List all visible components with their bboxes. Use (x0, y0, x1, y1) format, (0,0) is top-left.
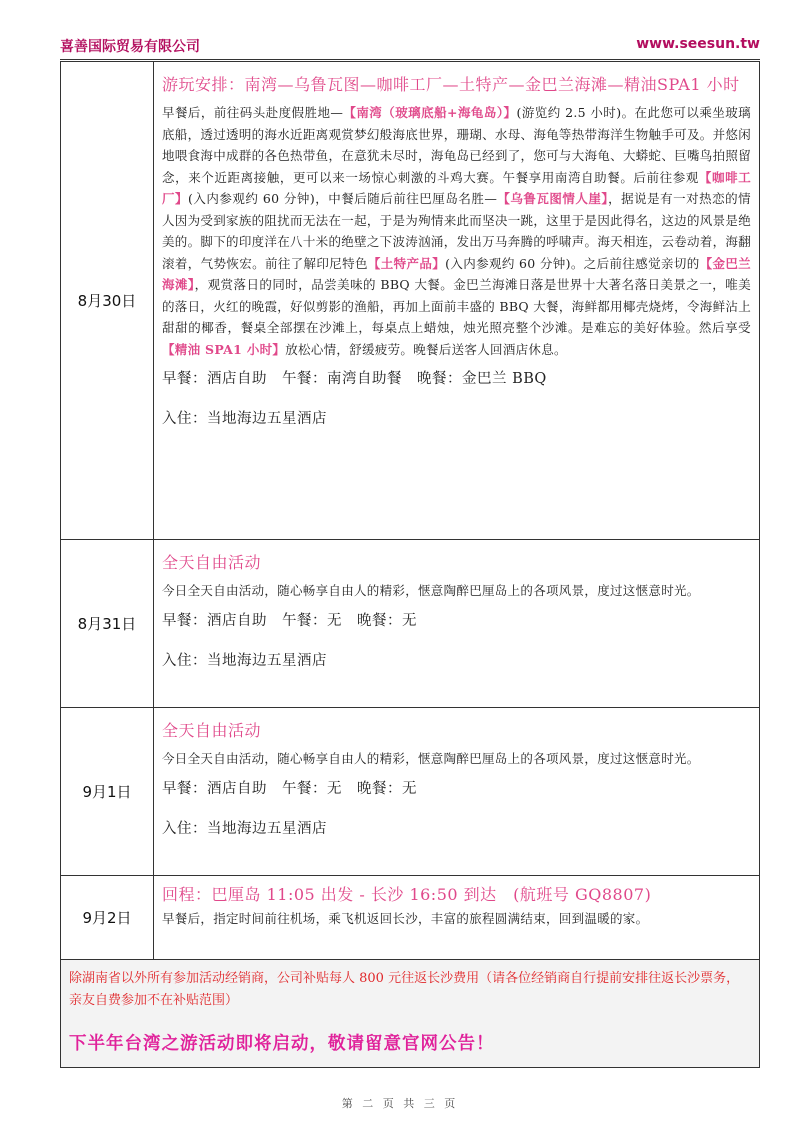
header-divider (60, 59, 760, 60)
footer-box (61, 960, 760, 1068)
day-content (154, 708, 760, 876)
table-row (61, 876, 760, 960)
company-name: 喜善国际贸易有限公司 (60, 39, 200, 55)
day-date: 9月2日 (61, 876, 154, 960)
day-date: 9月1日 (61, 708, 154, 876)
day-title: 回程：巴厘岛 11:05 出发 - 长沙 16:50 到达 (航班号 GQ8807) (162, 885, 652, 904)
day-description: 早餐后，前往码头赴度假胜地—【南湾（玻璃底船+海龟岛）】(游览约 2.5 小时)。在此您可以乘坐玻璃底船，透过透明的海水近距离观赏梦幻般海底世界，珊瑚、水母、海龟等热带海洋生物触手可及。并悠闲地喂食海中成群的各色热带鱼，在意犹未尽时，海龟岛已经到了，您可与大海龟、大蟒蛇、巨嘴鸟拍照留念，来个近距离接触，更可以来一场惊心刺激的斗鸡大赛。午餐享用南湾自助餐。后前往参观【咖啡工厂】(入内参观约 60 分钟)，中餐后随后前往巴厘岛名胜—【乌鲁瓦图情人崖】，据说是有一对热恋的情人因为受到家族的阻扰而无法在一起，于是为殉情来此而坚决一跳，这里于是因此得名，这边的风景是绝美的。脚下的印度洋在八十米的绝壁之下波涛汹涌，发出万马奔腾的呼啸声。海天相连，云卷动着，海翻滚着，气势恢宏。前往了解印尼特色【土特产品】(入内参观约 60 分钟)。之后前往感觉亲切的【金巴兰海滩】，观赏落日的同时，品尝美味的 BBQ 大餐。金巴兰海滩日落是世界十大著名落日美景之一，唯美的落日，火红的晚霞，好似剪影的渔船，再加上面前丰盛的 BBQ 大餐，海鲜都用椰壳烧烤，令海鲜沾上甜甜的椰香，餐桌全部摆在沙滩上，每桌点上蜡烛，烛光照亮整个沙滩。是难忘的美好体验。然后享受【精油 SPA1 小时】放松心情，舒缓疲劳。晚餐后送客人回酒店休息。 (162, 105, 751, 357)
table-row (61, 540, 760, 708)
day-content (154, 876, 760, 960)
day-meals: 早餐：酒店自助 午餐：南湾自助餐 晚餐：金巴兰 BBQ (162, 371, 547, 387)
day-description: 今日全天自由活动，随心畅享自由人的精彩，惬意陶醉巴厘岛上的各项风景，度过这惬意时光。 (162, 751, 700, 766)
day-title: 全天自由活动 (162, 721, 262, 740)
announcement: 下半年台湾之游活动即将启动，敬请留意官网公告！ (69, 1034, 495, 1054)
table-row (61, 960, 760, 1068)
highlight-jimbaran: 【金巴兰海滩】 (162, 255, 751, 292)
table-row (61, 708, 760, 876)
day-content (154, 540, 760, 708)
day-title: 游玩安排：南湾—乌鲁瓦图—咖啡工厂—土特产—金巴兰海滩—精油SPA1 小时 (162, 75, 740, 94)
day-description: 早餐后，指定时间前往机场，乘飞机返回长沙，丰富的旅程圆满结束，回到温暖的家。 (162, 911, 649, 926)
page-header (60, 36, 760, 56)
itinerary-table (60, 61, 760, 1068)
page-number: 第 二 页 共 三 页 (341, 1097, 459, 1110)
day-accommodation: 入住：当地海边五星酒店 (162, 652, 327, 669)
subsidy-note: 除湖南省以外所有参加活动经销商，公司补贴每人 800 元往返长沙费用（请各位经销商自行提前安排往返长沙票务，亲友自费参加不在补贴范围） (69, 971, 740, 1008)
highlight-coffee-factory: 【咖啡工厂】 (162, 169, 751, 206)
highlight-spa: 【精油 SPA1 小时】 (162, 341, 286, 357)
day-date: 8月30日 (61, 62, 154, 540)
highlight-local-products: 【土特产品】 (367, 255, 446, 271)
day-meals: 早餐：酒店自助 午餐：无 晚餐：无 (162, 612, 417, 629)
day-meals: 早餐：酒店自助 午餐：无 晚餐：无 (162, 780, 417, 797)
highlight-nanwan: 【南湾（玻璃底船+海龟岛）】 (343, 105, 517, 120)
day-content (154, 62, 760, 540)
highlight-uluwatu: 【乌鲁瓦图情人崖】 (497, 191, 609, 206)
day-description: 今日全天自由活动，随心畅享自由人的精彩，惬意陶醉巴厘岛上的各项风景，度过这惬意时光。 (162, 583, 700, 598)
day-accommodation: 入住：当地海边五星酒店 (162, 411, 327, 427)
website-link[interactable]: www.seesun.tw (636, 36, 760, 52)
day-date: 8月31日 (61, 540, 154, 708)
table-row (61, 62, 760, 540)
day-accommodation: 入住：当地海边五星酒店 (162, 820, 327, 837)
day-title: 全天自由活动 (162, 553, 262, 572)
